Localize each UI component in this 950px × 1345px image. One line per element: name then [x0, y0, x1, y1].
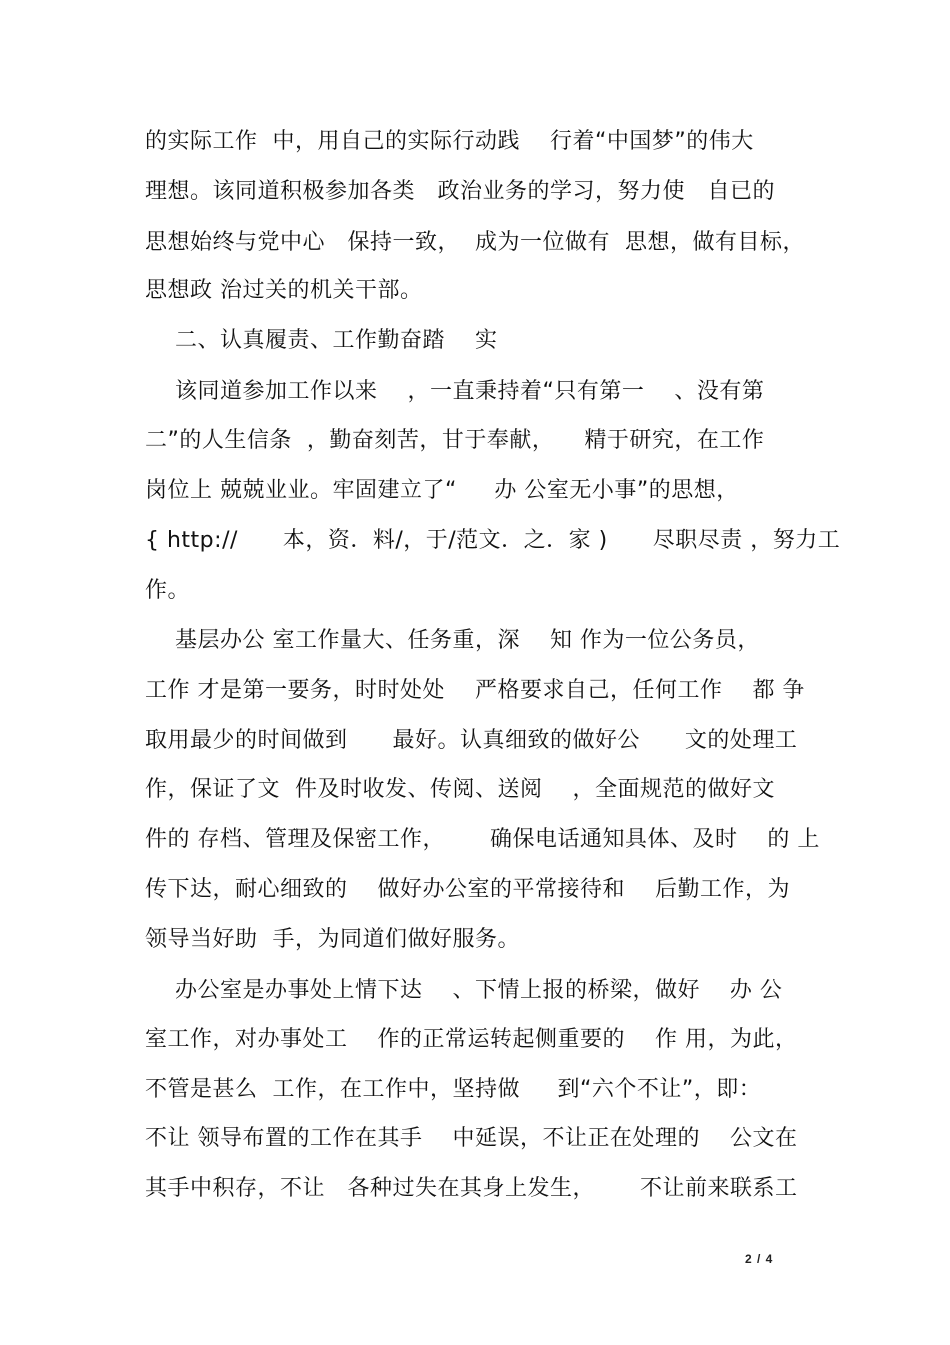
page-number: 2 / 4 [745, 1252, 774, 1266]
text-line: { http:// 本，资．料/，于/范文．之．家 ) 尽职尽责 ，努力工 [145, 528, 841, 553]
text-line: 基层办公 室工作量大、任务重，深 知 作为一位公务员， [145, 628, 760, 653]
text-line: 件的 存档、管理及保密工作， 确保电话通知具体、及时 的 上 [145, 827, 820, 852]
text-line: 作，保证了文 件及时收发、传阅、送阅 ，全面规范的做好文 [145, 777, 775, 802]
text-line: 思想始终与党中心 保持一致， 成为一位做有 思想，做有目标， [145, 230, 805, 255]
text-line: 取用最少的时间做到 最好。认真细致的做好公 文的处理工 [145, 728, 798, 753]
text-line: 思想政 治过关的机关干部。 [145, 278, 423, 303]
text-line: 室工作，对办事处工 作的正常运转起侧重要的 作 用，为此， [145, 1027, 798, 1052]
text-line: 工作 才是第一要务，时时处处 严格要求自己，任何工作 都 争 [145, 678, 805, 703]
text-line: 的实际工作 中，用自己的实际行动践 行着“中国梦”的伟大 [145, 129, 754, 154]
text-line: 领导当好助 手，为同道们做好服务。 [145, 927, 520, 952]
text-line: 作。 [145, 578, 191, 603]
section-heading: 二、认真履责、工作勤奋踏 实 [145, 328, 498, 353]
text-line: 岗位上 兢兢业业。牢固建立了“ 办 公室无小事”的思想， [145, 478, 739, 503]
text-line: 办公室是办事处上情下达 、下情上报的桥梁，做好 办 公 [145, 978, 783, 1003]
text-line: 传下达，耐心细致的 做好办公室的平常接待和 后勤工作，为 [145, 877, 790, 902]
text-line: 理想。该同道积极参加各类 政治业务的学习，努力使 自已的 [145, 179, 775, 204]
text-line: 其手中积存，不让 各种过失在其身上发生， 不让前来联系工 [145, 1176, 798, 1201]
text-line: 该同道参加工作以来 ，一直秉持着“只有第一 、没有第 [145, 379, 765, 404]
text-line: 二”的人生信条 ，勤奋刻苦，甘于奉献， 精于研究，在工作 [145, 428, 765, 453]
text-line: 不让 领导布置的工作在其手 中延误，不让正在处理的 公文在 [145, 1126, 798, 1151]
text-line: 不管是甚么 工作，在工作中，坚持做 到“六个不让”，即： [145, 1077, 762, 1102]
